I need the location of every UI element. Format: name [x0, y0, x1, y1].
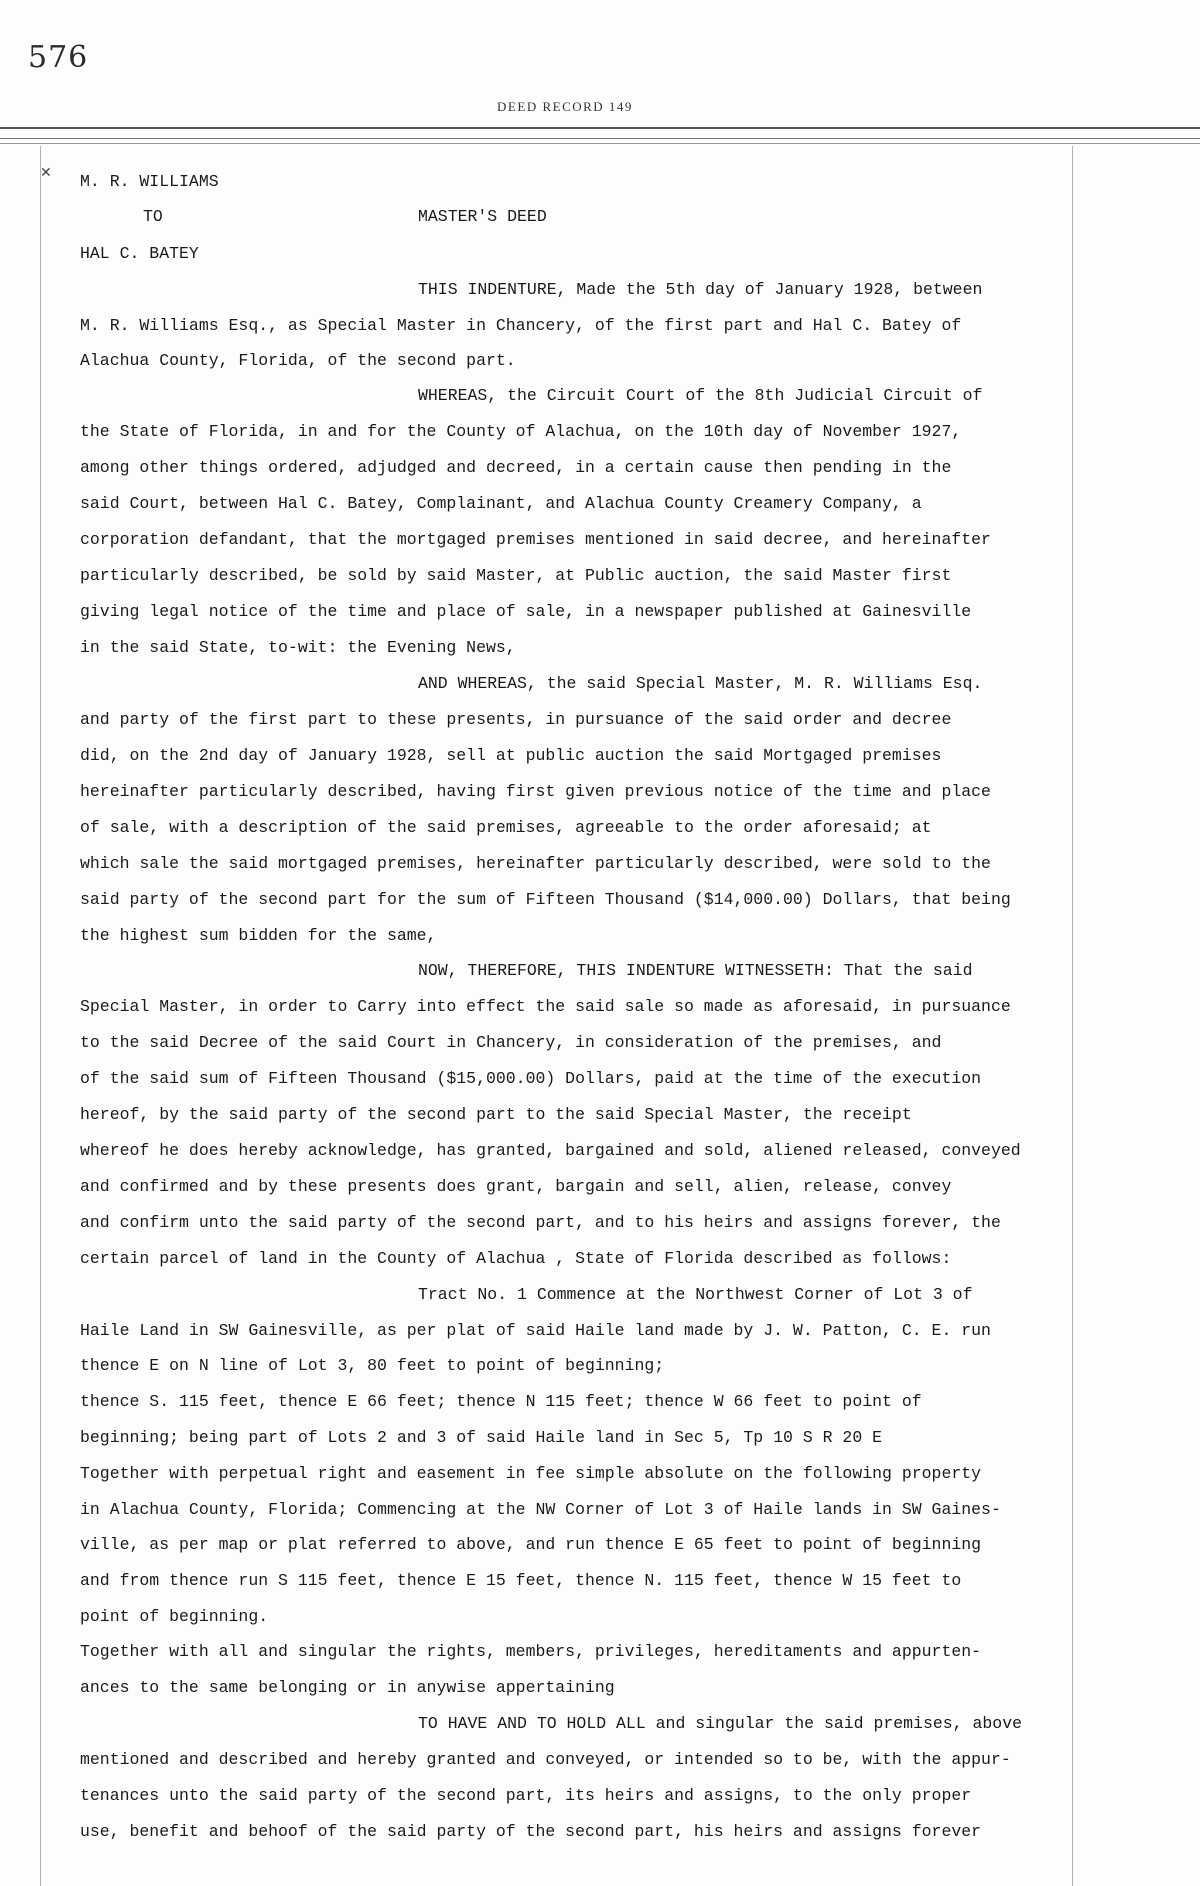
- deed-text-line: Together with perpetual right and easement in fee simple absolute on the following property: [80, 1464, 982, 1483]
- deed-text-line: Together with all and singular the rights, members, privileges, hereditaments and appurten-: [80, 1642, 982, 1661]
- deed-text-line: particularly described, be sold by said Master, at Public auction, the said Master first: [80, 566, 952, 585]
- deed-text-line: of the said sum of Fifteen Thousand ($15,000.00) Dollars, paid at the time of the execution: [80, 1069, 982, 1088]
- record-book-header: DEED RECORD 149: [497, 99, 633, 114]
- deed-text-line: M. R. Williams Esq., as Special Master in Chancery, of the first part and Hal C. Batey of: [80, 316, 962, 335]
- deed-text-line: to the said Decree of the said Court in Chancery, in consideration of the premises, and: [80, 1033, 942, 1052]
- deed-text-line: Alachua County, Florida, of the second part.: [80, 351, 516, 370]
- deed-text-line: Tract No. 1 Commence at the Northwest Corner of Lot 3 of: [418, 1285, 973, 1304]
- deed-text-line: in the said State, to-wit: the Evening News,: [80, 638, 516, 657]
- deed-text-line: point of beginning.: [80, 1607, 269, 1626]
- deed-text-line: beginning; being part of Lots 2 and 3 of said Haile land in Sec 5, Tp 10 S R 20 E: [80, 1428, 883, 1447]
- grantee-name: HAL C. BATEY: [80, 244, 199, 263]
- page-number: 576: [28, 40, 89, 75]
- deed-text-line: in Alachua County, Florida; Commencing at the NW Corner of Lot 3 of Haile lands in SW Gaines-: [80, 1500, 1001, 1519]
- deed-text-line: hereof, by the said party of the second part to the said Special Master, the receipt: [80, 1105, 912, 1124]
- deed-text-line: giving legal notice of the time and place of sale, in a newspaper published at Gainesville: [80, 602, 972, 621]
- deed-text-line: TO HAVE AND TO HOLD ALL and singular the said premises, above: [418, 1714, 1022, 1733]
- deed-text-line: the highest sum bidden for the same,: [80, 926, 437, 945]
- deed-text-line: thence S. 115 feet, thence E 66 feet; thence N 115 feet; thence W 66 feet to point of: [80, 1392, 922, 1411]
- deed-text-line: ances to the same belonging or in anywise appertaining: [80, 1678, 615, 1697]
- deed-text-line: did, on the 2nd day of January 1928, sell at public auction the said Mortgaged premises: [80, 746, 942, 765]
- deed-text-line: and party of the first part to these presents, in pursuance of the said order and decree: [80, 710, 952, 729]
- document-title: MASTER'S DEED: [418, 207, 547, 226]
- deed-text-line: NOW, THEREFORE, THIS INDENTURE WITNESSETH: That the said: [418, 961, 973, 980]
- grantor-name: M. R. WILLIAMS: [80, 172, 219, 191]
- deed-text-line: whereof he does hereby acknowledge, has granted, bargained and sold, aliened released, conveyed: [80, 1141, 1021, 1160]
- deed-text-line: Haile Land in SW Gainesville, as per plat of said Haile land made by J. W. Patton, C. E. run: [80, 1321, 991, 1340]
- deed-text-line: among other things ordered, adjudged and decreed, in a certain cause then pending in the: [80, 458, 952, 477]
- party-connector: TO: [143, 207, 163, 226]
- deed-text-line: of sale, with a description of the said premises, agreeable to the order aforesaid; at: [80, 818, 932, 837]
- deed-text-line: mentioned and described and hereby granted and conveyed, or intended so to be, with the appur-: [80, 1750, 1011, 1769]
- deed-text-line: and confirmed and by these presents does grant, bargain and sell, alien, release, convey: [80, 1177, 952, 1196]
- deed-text-line: which sale the said mortgaged premises, hereinafter particularly described, were sold to the: [80, 854, 991, 873]
- deed-text-line: ville, as per map or plat referred to above, and run thence E 65 feet to point of beginning: [80, 1535, 982, 1554]
- deed-text-line: Special Master, in order to Carry into effect the said sale so made as aforesaid, in pursuance: [80, 997, 1011, 1016]
- deed-text-line: said Court, between Hal C. Batey, Complainant, and Alachua County Creamery Company, a: [80, 494, 922, 513]
- deed-text-line: THIS INDENTURE, Made the 5th day of January 1928, between: [418, 280, 983, 299]
- deed-text-line: corporation defandant, that the mortgaged premises mentioned in said decree, and hereinafter: [80, 530, 991, 549]
- deed-text-line: the State of Florida, in and for the County of Alachua, on the 10th day of November 1927,: [80, 422, 962, 441]
- deed-text-line: hereinafter particularly described, having first given previous notice of the time and place: [80, 782, 991, 801]
- deed-text-line: tenances unto the said party of the second part, its heirs and assigns, to the only proper: [80, 1786, 972, 1805]
- deed-text-line: WHEREAS, the Circuit Court of the 8th Judicial Circuit of: [418, 386, 983, 405]
- deed-text-line: and from thence run S 115 feet, thence E 15 feet, thence N. 115 feet, thence W 15 feet to: [80, 1571, 962, 1590]
- deed-text-line: thence E on N line of Lot 3, 80 feet to point of beginning;: [80, 1356, 665, 1375]
- deed-text-line: AND WHEREAS, the said Special Master, M. R. Williams Esq.: [418, 674, 983, 693]
- deed-text-line: said party of the second part for the sum of Fifteen Thousand ($14,000.00) Dollars, that being: [80, 890, 1011, 909]
- margin-check-mark-icon: ✕: [40, 165, 52, 181]
- deed-text-line: use, benefit and behoof of the said party of the second part, his heirs and assigns forever: [80, 1822, 982, 1841]
- deed-text-line: and confirm unto the said party of the second part, and to his heirs and assigns forever, the: [80, 1213, 1001, 1232]
- deed-text-line: certain parcel of land in the County of Alachua , State of Florida described as follows:: [80, 1249, 952, 1268]
